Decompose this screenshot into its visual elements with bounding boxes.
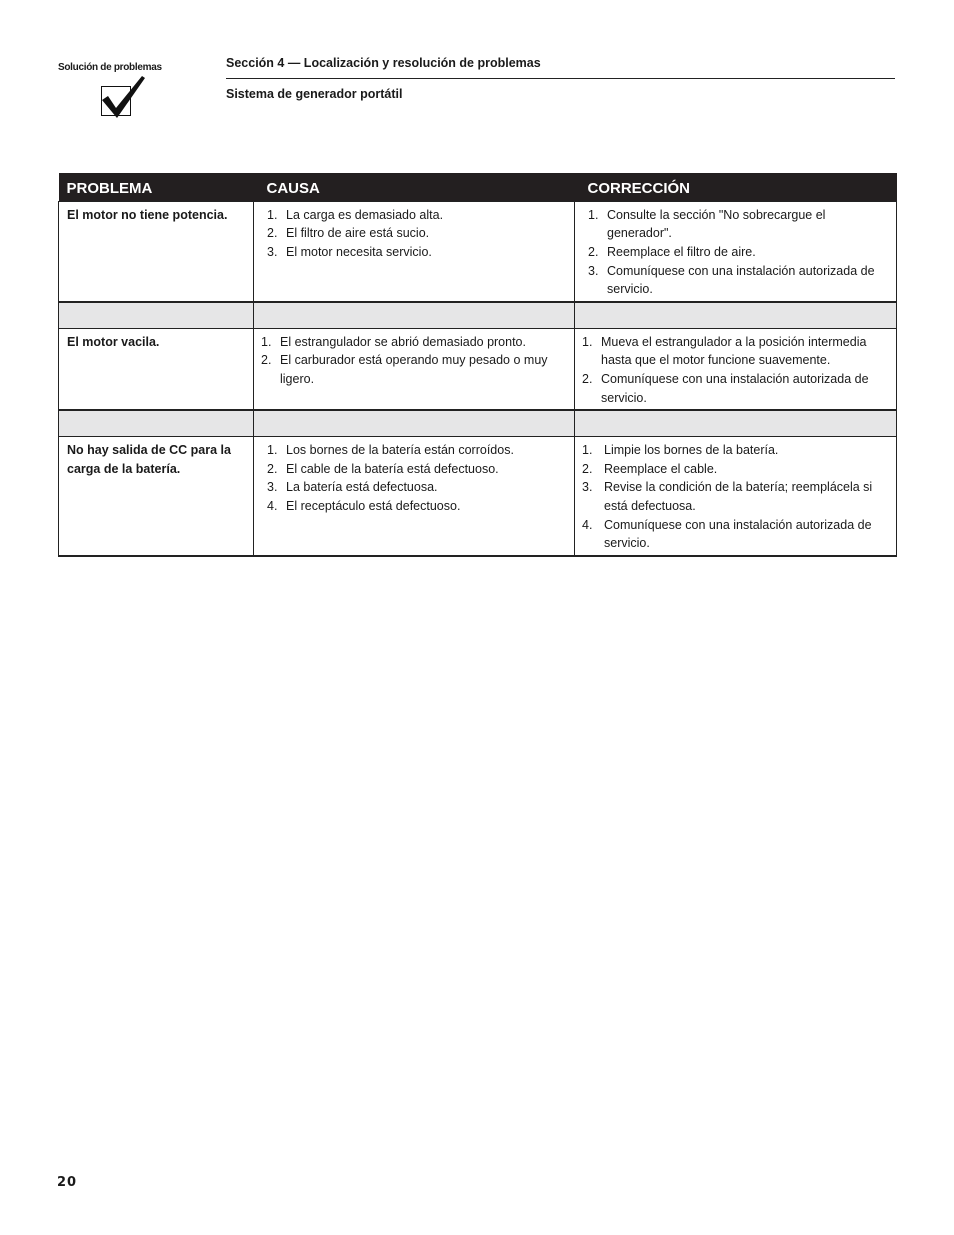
list-item: 2. El cable de la batería está defectuoso. [267, 461, 499, 476]
checkmark-icon [98, 74, 148, 120]
list-item: 1. La carga es demasiado alta. [267, 207, 444, 222]
correction-list [575, 437, 896, 555]
list-item: 2. El filtro de aire está sucio. [267, 226, 430, 241]
correction-list [575, 329, 896, 410]
table-header-row [59, 173, 897, 201]
spacer-row [59, 410, 897, 436]
badge-label: Solución de problemas [58, 62, 162, 73]
problem-cell: No hay salida de CC para la carga de la batería. [59, 436, 254, 556]
section-badge [58, 62, 178, 73]
header-divider [226, 78, 895, 79]
cause-cell [254, 201, 575, 302]
list-item: 3. El motor necesita servicio. [267, 244, 432, 259]
list-item: 2. Reemplace el cable. [582, 461, 718, 476]
column-header-cause: CAUSA [254, 173, 575, 201]
list-item: 3. La batería está defectuosa. [267, 480, 438, 495]
list-item: 1. Los bornes de la batería están corroídos. [267, 442, 514, 457]
list-item: 2. Comuníquese con una instalación autorizada de servicio. [582, 371, 869, 405]
list-item: 2. El carburador está operando muy pesado o muy ligero. [261, 353, 548, 386]
correction-cell [575, 328, 897, 410]
problem-cell: El motor vacila. [59, 328, 254, 410]
cause-list [254, 329, 574, 391]
column-header-problem: PROBLEMA [59, 173, 254, 201]
column-header-correction: CORRECCIÓN [575, 173, 897, 201]
correction-cell [575, 436, 897, 556]
troubleshooting-table [58, 173, 897, 557]
list-item: 4. El receptáculo está defectuoso. [267, 498, 461, 513]
section-subtitle: Sistema de generador portátil [226, 87, 403, 101]
table-row [59, 436, 897, 556]
list-item: 3. Comuníquese con una instalación autorizada de servicio. [588, 263, 875, 297]
table-row [59, 201, 897, 302]
cause-cell [254, 328, 575, 410]
list-item: 2. Reemplace el filtro de aire. [588, 244, 756, 259]
list-item: 1. Consulte la sección "No sobrecargue el generador". [588, 207, 826, 241]
spacer-row [59, 302, 897, 328]
list-item: 4. Comuníquese con una instalación autorizada de servicio. [582, 517, 872, 551]
list-item: 1. Limpie los bornes de la batería. [582, 442, 779, 457]
list-item: 1. El estrangulador se abrió demasiado pronto. [261, 334, 526, 349]
problem-cell: El motor no tiene potencia. [59, 201, 254, 302]
correction-cell [575, 201, 897, 302]
cause-list [254, 202, 574, 264]
table-row [59, 328, 897, 410]
correction-list [575, 202, 896, 302]
list-item: 1. Mueva el estrangulador a la posición intermedia hasta que el motor funcione suavemente. [582, 334, 867, 368]
cause-cell [254, 436, 575, 556]
section-title: Sección 4 — Localización y resolución de problemas [226, 56, 541, 70]
page-number: 20 [57, 1175, 78, 1190]
list-item: 3. Revise la condición de la batería; reemplácela si está defectuosa. [582, 480, 873, 513]
cause-list [254, 437, 574, 518]
